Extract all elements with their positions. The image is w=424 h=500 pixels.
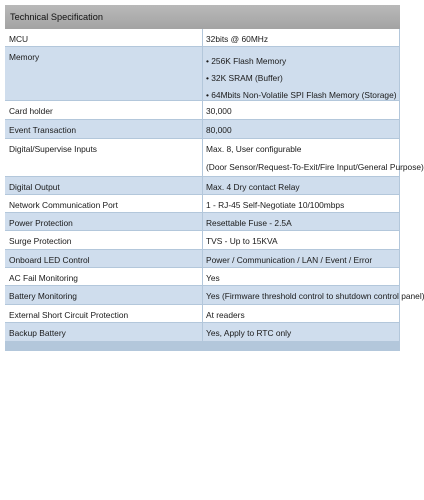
table-row-digital-inputs xyxy=(5,139,424,177)
row-label: Digital Output xyxy=(9,182,60,192)
row-label: Power Protection xyxy=(9,218,73,228)
row-value: • 32K SRAM (Buffer) xyxy=(206,73,283,83)
row-value: Max. 8, User configurable xyxy=(206,144,302,154)
table-row-digital-output xyxy=(5,177,400,195)
label-cell xyxy=(5,29,203,47)
label-cell xyxy=(5,47,203,101)
row-label: Event Transaction xyxy=(9,125,77,135)
table-row-memory xyxy=(5,47,400,101)
table-row-network-port xyxy=(5,195,400,213)
value-cell xyxy=(203,47,400,101)
row-value: (Door Sensor/Request-To-Exit/Fire Input/General Purpose) xyxy=(206,162,424,172)
value-cell xyxy=(203,286,424,305)
row-label: Backup Battery xyxy=(9,328,66,338)
spec-table xyxy=(5,5,424,351)
value-cell xyxy=(203,231,400,250)
row-label: Surge Protection xyxy=(9,236,72,246)
label-cell xyxy=(5,268,203,286)
value-cell xyxy=(203,250,400,268)
label-cell xyxy=(5,139,203,177)
value-cell xyxy=(203,29,400,47)
label-cell xyxy=(5,213,203,231)
table-row-short-circuit xyxy=(5,305,400,323)
row-label: MCU xyxy=(9,34,29,44)
label-cell xyxy=(5,305,203,323)
table-title: Technical Specification xyxy=(10,12,103,22)
row-label: Battery Monitoring xyxy=(9,291,77,301)
value-cell xyxy=(203,120,400,139)
table-row-card-holder xyxy=(5,101,400,120)
row-value: At readers xyxy=(206,310,245,320)
table-row-power-protection xyxy=(5,213,400,231)
row-label: AC Fail Monitoring xyxy=(9,273,78,283)
row-label: Memory xyxy=(9,52,40,62)
row-value: 1 - RJ-45 Self-Negotiate 10/100mbps xyxy=(206,200,345,210)
table-row-mcu xyxy=(5,29,400,47)
value-cell xyxy=(203,139,424,177)
table-header xyxy=(5,5,400,30)
row-label: Digital/Supervise Inputs xyxy=(9,144,97,154)
table-row-event-transaction xyxy=(5,120,400,139)
label-cell xyxy=(5,250,203,268)
value-cell xyxy=(203,213,400,231)
table-row-surge-protection xyxy=(5,231,400,250)
row-value: 30,000 xyxy=(206,106,232,116)
value-cell xyxy=(203,323,400,342)
row-value: Power / Communication / LAN / Event / Error xyxy=(206,255,373,265)
value-cell xyxy=(203,268,400,286)
row-label: Card holder xyxy=(9,106,53,116)
label-cell xyxy=(5,195,203,213)
row-value: Yes, Apply to RTC only xyxy=(206,328,292,338)
value-cell xyxy=(203,101,400,120)
row-value: • 256K Flash Memory xyxy=(206,56,287,66)
row-value: 32bits @ 60MHz xyxy=(206,34,269,44)
label-cell xyxy=(5,120,203,139)
label-cell xyxy=(5,231,203,250)
label-cell xyxy=(5,286,203,305)
row-value: Resettable Fuse - 2.5A xyxy=(206,218,292,228)
row-value: Yes (Firmware threshold control to shutdown control panel) xyxy=(206,291,424,301)
row-value: TVS - Up to 15KVA xyxy=(206,236,278,246)
value-cell xyxy=(203,177,400,195)
label-cell xyxy=(5,323,203,342)
row-value: Max. 4 Dry contact Relay xyxy=(206,182,300,192)
table-row-backup-battery xyxy=(5,323,400,342)
label-cell xyxy=(5,101,203,120)
row-label: Onboard LED Control xyxy=(9,255,90,265)
value-cell xyxy=(203,195,400,213)
row-label: Network Communication Port xyxy=(9,200,118,210)
table-row-battery-monitoring xyxy=(5,286,424,305)
value-cell xyxy=(203,305,400,323)
label-cell xyxy=(5,177,203,195)
row-label: External Short Circuit Protection xyxy=(9,310,129,320)
table-row-ac-fail xyxy=(5,268,400,286)
table-row-onboard-led xyxy=(5,250,400,268)
row-value: 80,000 xyxy=(206,125,232,135)
row-value: Yes xyxy=(206,273,220,283)
row-value: • 64Mbits Non-Volatile SPI Flash Memory (Storage) xyxy=(206,90,397,100)
